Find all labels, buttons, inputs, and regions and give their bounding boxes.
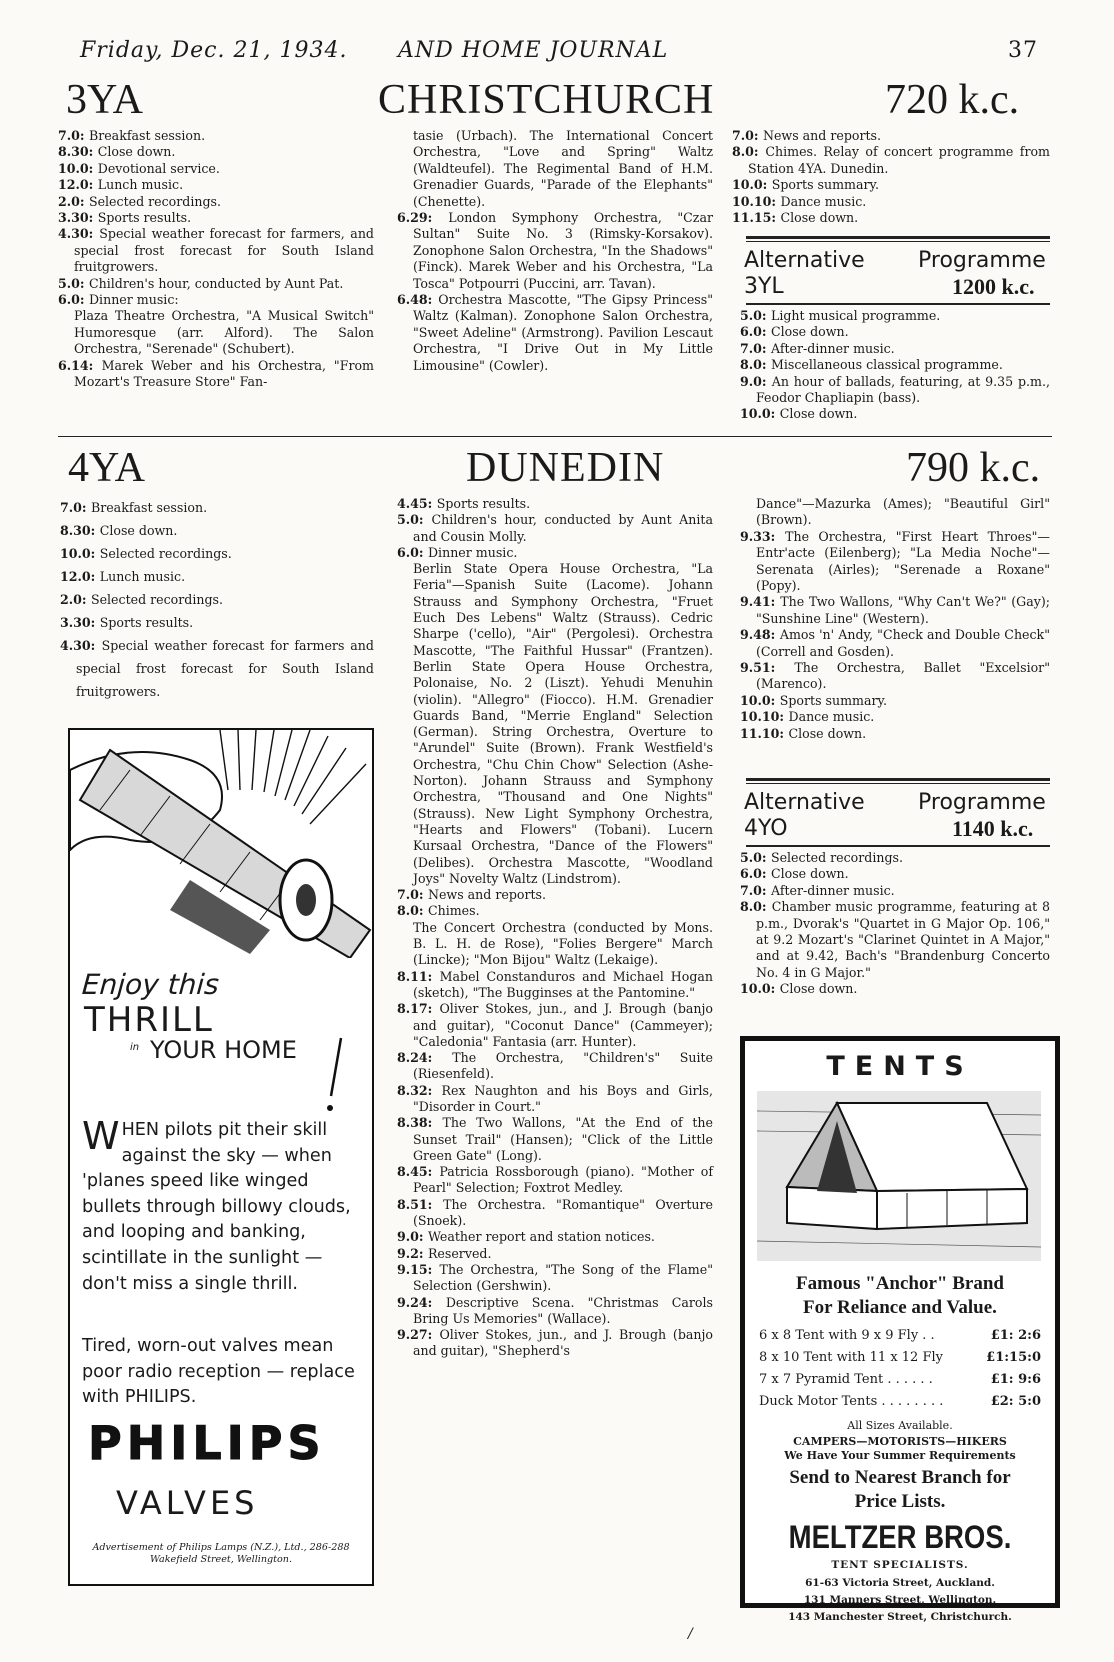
ad-in-text: in — [130, 1042, 140, 1053]
programme-item — [397, 920, 713, 969]
programme-description: Dance"—Mazurka (Ames); "Beautiful Girl" (Brown). — [756, 496, 1050, 528]
programme-item — [397, 210, 713, 292]
price-item: 7 x 7 Pyramid Tent . . . . . . — [759, 1372, 933, 1387]
3yl-programme-list — [740, 308, 1050, 423]
programme-description: Miscellaneous classical programme. — [770, 357, 1003, 373]
programme-item — [732, 128, 1050, 144]
send-line-1: Send to Nearest Branch for — [789, 1467, 1011, 1488]
programme-time: 2.0: — [58, 193, 89, 209]
programme-item — [740, 660, 1050, 693]
programme-description: Close down. — [780, 210, 859, 226]
programme-description: News and reports. — [427, 887, 547, 903]
programme-time: 9.33: — [740, 528, 786, 544]
programme-item — [397, 1050, 713, 1083]
programme-item — [397, 887, 713, 903]
programme-description: Close down. — [770, 866, 849, 882]
programme-time: 7.0: — [732, 128, 763, 143]
programme-item — [397, 1083, 713, 1116]
programme-description: Sports results. — [99, 615, 194, 630]
programme-description: Devotional service. — [97, 160, 220, 176]
programme-item — [58, 308, 374, 357]
programme-item — [397, 128, 713, 210]
send-line-2: Price Lists. — [854, 1491, 946, 1512]
programme-description: After-dinner music. — [770, 882, 895, 898]
programme-description: Sports results. — [97, 210, 192, 226]
programme-item — [397, 1295, 713, 1328]
3yl-programme-label: Programme — [918, 248, 1046, 273]
programme-description: Special weather forecast for farmers, and special frost forecast for South Island fruitgrowers. — [74, 226, 374, 275]
divider — [746, 778, 1050, 781]
programme-description: Close down. — [788, 725, 867, 741]
programme-time: 6.0: — [740, 324, 771, 340]
3ya-column-3 — [732, 128, 1050, 226]
price-value: £1:15:0 — [986, 1350, 1041, 1365]
programme-time: 8.38: — [397, 1115, 443, 1131]
programme-item — [60, 634, 374, 703]
programme-description: Breakfast session. — [88, 128, 206, 143]
programme-time: 8.30: — [58, 144, 98, 160]
programme-time: 10.0: — [740, 406, 780, 422]
station-3ya-city: CHRISTCHURCH — [378, 77, 715, 123]
programme-item — [740, 866, 1050, 882]
station-3ya-call: 3YA — [66, 77, 144, 123]
3yl-alternative-label: Alternative — [744, 248, 865, 273]
programme-time: 6.48: — [397, 292, 439, 308]
programme-description: Close down. — [99, 523, 178, 538]
programme-time: 10.0: — [740, 692, 780, 708]
programme-time: 3.30: — [58, 210, 98, 226]
programme-description: Dinner music. — [427, 544, 518, 560]
programme-description: Dinner music: — [88, 292, 179, 308]
price-value: £1: 2:6 — [990, 1328, 1041, 1343]
programme-item — [60, 611, 374, 634]
programme-time: 10.0: — [732, 177, 772, 193]
programme-time: 4.45: — [397, 496, 437, 511]
programme-item — [740, 324, 1050, 340]
programme-time: 2.0: — [60, 592, 91, 607]
programme-item — [397, 1246, 713, 1262]
programme-description: Selected recordings. — [99, 546, 232, 561]
address-line: 131 Manners Street, Wellington. — [803, 1594, 997, 1606]
3ya-column-1 — [58, 128, 374, 391]
all-sizes-note: All Sizes Available. — [847, 1419, 953, 1432]
programme-time: 8.11: — [397, 968, 440, 984]
programme-item — [740, 308, 1050, 324]
station-4ya-frequency: 790 k.c. — [906, 445, 1041, 491]
programme-item — [60, 565, 374, 588]
programme-description: Children's hour, conducted by Aunt Pat. — [88, 275, 344, 291]
divider — [746, 241, 1050, 242]
address-line: 143 Manchester Street, Christchurch. — [788, 1611, 1012, 1623]
programme-item — [740, 899, 1050, 981]
address-line: 61-63 Victoria Street, Auckland. — [805, 1577, 995, 1589]
programme-time: 10.0: — [60, 546, 100, 561]
programme-description: Sports summary. — [771, 177, 879, 193]
address-list — [745, 1575, 1055, 1626]
programme-item — [740, 709, 1050, 725]
programme-description: The Two Wallons, "Why Can't We?" (Gay); "Sunshine Line" (Western). — [756, 594, 1050, 626]
programme-time: 6.0: — [397, 544, 428, 560]
programme-item — [397, 292, 713, 374]
programme-description: Orchestra Mascotte, "The Gipsy Princess" Waltz (Kalman). Zonophone Salon Orchestra, "Sweet Adeline" (Armstrong). Pavilion Lescaut Orchestra, "I Drive Out in My Little Limousine" (Cowler). — [413, 292, 713, 373]
programme-description: Lunch music. — [97, 177, 184, 193]
programme-item — [397, 1115, 713, 1164]
programme-item — [732, 194, 1050, 210]
programme-description: An hour of ballads, featuring, at 9.35 p.m., Feodor Chapliapin (bass). — [756, 373, 1050, 406]
4yo-programme-list — [740, 850, 1050, 998]
programme-description: Rex Naughton and his Boys and Girls, "Disorder in Court." — [413, 1082, 713, 1114]
programme-time: 6.29: — [397, 210, 449, 226]
programme-description: Close down. — [97, 144, 176, 160]
programme-description: Special weather forecast for farmers and special frost forecast for South Island fruitgrowers. — [76, 638, 374, 699]
programme-description: Close down. — [770, 324, 849, 340]
programme-time: 8.30: — [60, 523, 100, 538]
valves-label: VALVES — [116, 1484, 259, 1522]
3yl-frequency: 1200 k.c. — [952, 274, 1035, 299]
programme-description: Chimes. — [427, 903, 480, 919]
programme-item — [58, 144, 374, 160]
programme-time: 8.45: — [397, 1164, 440, 1180]
programme-item — [397, 545, 713, 561]
programme-time: 8.24: — [397, 1050, 453, 1066]
programme-item — [732, 210, 1050, 226]
programme-time: 7.0: — [60, 500, 91, 515]
programme-time: 9.51: — [740, 660, 795, 676]
programme-time: 8.32: — [397, 1082, 442, 1098]
programme-time: 5.0: — [740, 308, 771, 323]
programme-time: 9.41: — [740, 594, 781, 610]
programme-time: 7.0: — [58, 128, 89, 143]
programme-item — [60, 519, 374, 542]
programme-item — [740, 850, 1050, 866]
programme-item — [397, 969, 713, 1002]
programme-time: 10.0: — [740, 981, 780, 997]
tent-specialists: TENT SPECIALISTS. — [831, 1559, 969, 1571]
programme-time: 9.27: — [397, 1327, 440, 1343]
programme-time: 5.0: — [740, 850, 771, 865]
divider — [746, 783, 1050, 784]
divider — [746, 236, 1050, 239]
philips-advertisement — [68, 728, 374, 1586]
price-item: 6 x 8 Tent with 9 x 9 Fly . . — [759, 1328, 935, 1343]
programme-description: Selected recordings. — [88, 193, 222, 209]
programme-description: Patricia Rossborough (piano). "Mother of Pearl" Selection; Foxtrot Medley. — [413, 1164, 713, 1196]
programme-description: Berlin State Opera House Orchestra, "La Feria"—Spanish Suite (Lacome). Johann Strauss and Symphony Orchestra, "Fruet Euch Des Lebens" Waltz (Strauss). Cedric Sharpe ('cello), "Air" (Pergolesi). Orchestra Mascotte, "The Faithful Hussar" (Frantzen). Berlin State Opera House Orchestra, Polonaise, No. 2 (Liszt). Yehudi Menuhin (violin). "Allegro" (Fiocco). H.M. Grenadier Guards Band, "Merrie England" Selection (German). String Orchestra, Overture to "Arundel" Suite (Brown). Frank Westfield's Orchestra, "Chu Chin Chow" Selection (Ashe-Norton). Johann Strauss and Symphony Orchestra, "Thousand and One Nights" (Strauss). New Light Symphony Orchestra, "Hearts and Flowers" (Tobani). Lucern Kursaal Orchestra, "Dance of the Flowers" (Delibes). Orchestra Mascotte, "Woodland Joys" Novelty Waltz (Lindstrom). — [413, 561, 713, 886]
programme-time: 6.0: — [58, 292, 89, 308]
page-mark: / — [688, 1626, 693, 1642]
ad-body-copy — [82, 1114, 358, 1297]
programme-description: The Orchestra. "Romantique" Overture (Snoek). — [413, 1196, 713, 1229]
programme-time: 8.0: — [732, 144, 766, 160]
price-row — [759, 1369, 1041, 1391]
programme-description: Oliver Stokes, jun., and J. Brough (banjo and guitar), "Shepherd's — [413, 1327, 713, 1359]
programme-item — [397, 512, 713, 545]
programme-description: Mabel Constanduros and Michael Hogan (sketch), "The Bugginses at the Pantomine." — [413, 968, 713, 1000]
requirements-line: We Have Your Summer Requirements — [784, 1449, 1016, 1462]
ad-closing-text: Tired, worn-out valves mean poor radio reception — replace with PHILIPS. — [82, 1336, 355, 1408]
programme-item — [397, 496, 713, 512]
programme-time: 11.15: — [732, 210, 781, 226]
meltzer-bros-name: MELTZER BROS. — [788, 1519, 1012, 1555]
programme-time: 6.0: — [740, 866, 771, 882]
programme-item — [740, 627, 1050, 660]
programme-item — [60, 588, 374, 611]
programme-description: Oliver Stokes, jun., and J. Brough (banjo and guitar), "Coconut Dance" (Cammeyer); "Caledonia" Fantasia (arr. Hunter). — [413, 1001, 713, 1049]
programme-description: London Symphony Orchestra, "Czar Sultan" Suite No. 3 (Rimsky-Korsakov). Zonophone Salon Orchestra, "In the Shadows" (Finck). Marek Weber and his Orchestra, "La Tosca" Potpourri (Puccini, arr. Tavan). — [413, 210, 713, 291]
tents-brand-line: Famous "Anchor" Brand — [796, 1273, 1004, 1294]
programme-description: Sports results. — [436, 496, 531, 511]
programme-time: 3.30: — [60, 615, 100, 630]
programme-description: The Orchestra, "The Song of the Flame" Selection (Gershwin). — [413, 1261, 713, 1294]
programme-item — [397, 1164, 713, 1197]
divider — [746, 303, 1050, 305]
programme-time: 6.14: — [58, 357, 102, 373]
drop-cap: W — [82, 1114, 120, 1158]
programme-time: 9.48: — [740, 627, 780, 643]
programme-item — [58, 177, 374, 193]
programme-time: 9.0: — [397, 1229, 428, 1245]
programme-time: 10.10: — [732, 193, 781, 209]
programme-description: Lunch music. — [99, 569, 186, 584]
programme-item — [58, 292, 374, 308]
programme-item — [58, 194, 374, 210]
programme-time: 10.10: — [740, 709, 789, 725]
tents-price-list — [759, 1325, 1041, 1413]
programme-time: 7.0: — [740, 340, 771, 356]
4yo-call: 4YO — [744, 816, 788, 841]
programme-description: Sports summary. — [779, 692, 887, 708]
programme-time: 5.0: — [397, 512, 432, 528]
4yo-frequency: 1140 k.c. — [952, 816, 1034, 841]
programme-time: 9.15: — [397, 1261, 440, 1277]
programme-time: 4.30: — [60, 638, 102, 653]
4yo-programme-label: Programme — [918, 790, 1046, 815]
programme-item — [740, 726, 1050, 742]
programme-time: 12.0: — [60, 569, 100, 584]
programme-item — [732, 177, 1050, 193]
price-item: 8 x 10 Tent with 11 x 12 Fly — [759, 1350, 943, 1365]
programme-item — [58, 210, 374, 226]
programme-description: Weather report and station notices. — [427, 1229, 655, 1245]
section-divider — [58, 436, 1052, 437]
exclamation-mark — [325, 1036, 345, 1116]
programme-time: 9.24: — [397, 1294, 446, 1310]
programme-description: News and reports. — [762, 128, 882, 143]
3yl-call: 3YL — [744, 274, 784, 299]
programme-description: Dance music. — [780, 193, 867, 209]
tents-advertisement — [740, 1036, 1060, 1623]
station-4ya-call: 4YA — [68, 445, 146, 491]
programme-description: tasie (Urbach). The International Concert Orchestra, "Love and Spring" Waltz (Waldteufel). The Regimental Band of H.M. Grenadier Guards, "Parade of the Elephants" (Chenette). — [413, 128, 713, 209]
programme-description: Marek Weber and his Orchestra, "From Mozart's Treasure Store" Fan- — [74, 357, 374, 390]
programme-description: Reserved. — [427, 1245, 492, 1261]
programme-item — [740, 883, 1050, 899]
journal-title: AND HOME JOURNAL — [398, 38, 669, 63]
programme-description: Descriptive Scena. "Christmas Carols Bring Us Memories" (Wallace). — [413, 1294, 713, 1326]
programme-description: Close down. — [779, 981, 858, 997]
programme-item — [397, 1001, 713, 1050]
programme-description: Dance music. — [788, 709, 875, 725]
ad-thrill-text: THRILL — [84, 1000, 214, 1040]
programme-description: Children's hour, conducted by Aunt Anita and Cousin Molly. — [413, 512, 713, 544]
programme-description: Selected recordings. — [90, 592, 224, 607]
programme-description: The Concert Orchestra (conducted by Mons. B. L. H. de Rose), "Folies Bergere" March (Lincke); "Mon Bijou" Waltz (Lekaige). — [413, 919, 713, 968]
3ya-column-2 — [397, 128, 713, 374]
programme-description: Light musical programme. — [770, 308, 941, 323]
station-3ya-frequency: 720 k.c. — [885, 77, 1020, 123]
programme-description: The Orchestra, Ballet "Excelsior" (Marenco). — [756, 660, 1050, 692]
programme-description: Close down. — [779, 406, 858, 422]
price-value: £1: 9:6 — [990, 1372, 1041, 1387]
programme-time: 8.0: — [740, 899, 772, 915]
programme-description: Selected recordings. — [770, 850, 904, 865]
programme-time: 8.17: — [397, 1001, 440, 1017]
ad-enjoy-text: Enjoy this — [80, 968, 221, 1001]
programme-item — [397, 1229, 713, 1245]
4ya-column-3 — [740, 496, 1050, 742]
programme-item — [60, 496, 374, 519]
programme-item — [60, 542, 374, 565]
aeroplane-illustration — [70, 730, 372, 958]
tent-illustration — [757, 1091, 1041, 1261]
programme-item — [58, 226, 374, 275]
programme-item — [58, 161, 374, 177]
4yo-alternative-label: Alternative — [744, 790, 865, 815]
divider — [746, 845, 1050, 847]
programme-time: 8.0: — [740, 357, 771, 373]
programme-item — [397, 561, 713, 887]
programme-description: After-dinner music. — [770, 340, 895, 356]
4ya-column-1 — [60, 496, 374, 703]
programme-time: 10.0: — [58, 160, 98, 176]
programme-description: Breakfast session. — [90, 500, 208, 515]
programme-time: 5.0: — [58, 275, 89, 291]
programme-item — [397, 903, 713, 919]
programme-item — [58, 276, 374, 292]
programme-item — [740, 406, 1050, 422]
tents-title: TENTS — [826, 1051, 974, 1082]
programme-time: 9.0: — [740, 373, 772, 389]
programme-item — [740, 981, 1050, 997]
ad-footer: Advertisement of Philips Lamps (N.Z.), Ltd., 286-288 Wakefield Street, Wellington. — [92, 1542, 350, 1565]
programme-item — [740, 374, 1050, 407]
programme-item — [740, 341, 1050, 357]
philips-logo: PHILIPS — [88, 1416, 326, 1470]
price-row — [759, 1347, 1041, 1369]
programme-description: Chimes. Relay of concert programme from Station 4YA. Dunedin. — [748, 144, 1050, 176]
programme-time: 12.0: — [58, 177, 98, 193]
price-item: Duck Motor Tents . . . . . . . . — [759, 1394, 944, 1409]
programme-item — [397, 1262, 713, 1295]
programme-item — [58, 128, 374, 144]
page-date: Friday, Dec. 21, 1934. — [80, 38, 348, 63]
programme-description: Plaza Theatre Orchestra, "A Musical Switch" Humoresque (arr. Alford). The Salon Orchestra, "Serenade" (Schubert). — [74, 308, 374, 357]
station-4ya-city: DUNEDIN — [466, 445, 665, 491]
programme-description: Chamber music programme, featuring at 8 p.m., Dvorak's "Quartet in G Major Op. 106," at 9.2 Mozart's "Clarinet Quintet in A Major," and at 9.42, Bach's "Brandenburg Concerto No. 4 in G Major." — [756, 899, 1050, 980]
programme-time: 7.0: — [740, 882, 771, 898]
programme-description: The Orchestra, "First Heart Throes"—Entr'acte (Eilenberg); "La Media Noche"—Serenata (Airles); "Serenade a Roxane" (Popy). — [756, 528, 1050, 594]
programme-item — [740, 594, 1050, 627]
price-row — [759, 1391, 1041, 1413]
programme-time: 8.0: — [397, 903, 428, 919]
tents-value-line: For Reliance and Value. — [803, 1297, 997, 1318]
price-row — [759, 1325, 1041, 1347]
price-value: £2: 5:0 — [990, 1394, 1041, 1409]
programme-description: The Orchestra, "Children's" Suite (Riesenfeld). — [413, 1050, 713, 1082]
programme-item — [740, 693, 1050, 709]
programme-description: The Two Wallons, "At the End of the Sunset Trail" (Hansen); "Click of the Little Green Gate" (Long). — [413, 1115, 713, 1163]
programme-item — [397, 1197, 713, 1230]
ad-your-home-text: YOUR HOME — [150, 1036, 297, 1064]
campers-line: CAMPERS—MOTORISTS—HIKERS — [793, 1435, 1007, 1448]
programme-item — [740, 357, 1050, 373]
programme-item — [740, 496, 1050, 529]
programme-item — [732, 144, 1050, 177]
programme-item — [740, 529, 1050, 595]
ad-body-text: HEN pilots pit their skill against the sky — when 'planes speed like winged bullets through billowy clouds, and looping and banking, scintillate in the sunlight — don't miss a single thrill. — [82, 1120, 351, 1294]
programme-time: 8.51: — [397, 1196, 444, 1212]
4ya-column-2 — [397, 496, 713, 1360]
programme-time: 11.10: — [740, 725, 789, 741]
page-number: 37 — [1008, 38, 1038, 63]
programme-time: 7.0: — [397, 887, 428, 903]
programme-time: 9.2: — [397, 1245, 428, 1261]
programme-time: 4.30: — [58, 226, 100, 242]
programme-description: Amos 'n' Andy, "Check and Double Check" (Correll and Gosden). — [756, 627, 1050, 659]
programme-item — [58, 358, 374, 391]
programme-item — [397, 1327, 713, 1360]
